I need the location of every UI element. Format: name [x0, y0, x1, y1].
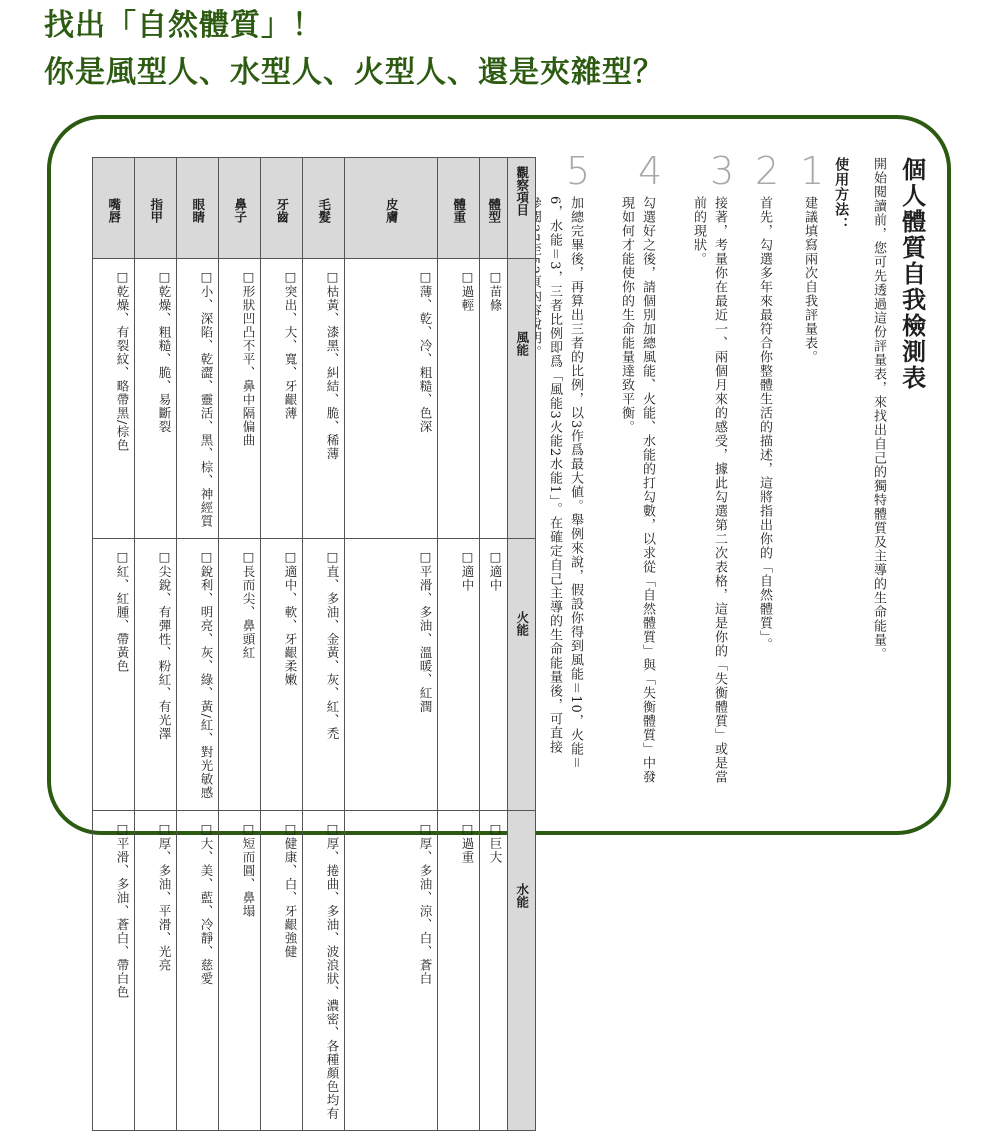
table-cell[interactable] [261, 259, 303, 539]
item-header [177, 158, 219, 259]
checkbox-option: □銳利、明亮、灰、綠、黃/紅、對光敏感 [199, 549, 214, 800]
checkbox-option: □過重 [460, 820, 475, 864]
checkbox-option: □平滑、多油、溫暖、紅潤 [418, 549, 433, 714]
step-4-line: 現如何才能使你的生命能量達致平衡。 [619, 196, 634, 434]
table-cell[interactable] [345, 539, 438, 811]
table-row [93, 539, 536, 811]
item-header [345, 158, 438, 259]
col-header [508, 158, 536, 259]
checkbox-option: □適中、軟、牙齦柔嫩 [283, 549, 298, 687]
col-header-label: 觀察項目 [514, 166, 530, 216]
table-cell[interactable] [219, 810, 261, 1131]
checkbox-option: □乾燥、粗糙、脆、易斷裂 [157, 269, 172, 434]
step-3-line: 前的現狀。 [691, 196, 706, 266]
phase-label: 風能 [514, 331, 530, 356]
table-cell[interactable] [345, 810, 438, 1131]
table-cell[interactable] [261, 539, 303, 811]
table-cell[interactable] [480, 259, 508, 539]
phase-label: 火能 [514, 611, 530, 636]
step-1-text [799, 196, 820, 364]
checkbox-option: □小、深陷、乾澀、靈活、黑、棕、神經質 [199, 269, 214, 528]
header-row [93, 158, 536, 259]
checkbox-option: □苗條 [488, 269, 503, 312]
step-3-line: 接著，考量你在最近一、兩個月來的感受，據此勾選第二次表格，這是你的「失衡體質」或是當 [712, 196, 727, 784]
item-header [303, 158, 345, 259]
checkbox-option: □適中 [488, 549, 503, 592]
step-1-line: 建議填寫兩次自我評量表。 [802, 196, 817, 364]
item-header-label: 鼻子 [232, 198, 248, 223]
table-cell[interactable] [93, 259, 135, 539]
table-cell[interactable] [135, 539, 177, 811]
item-header-label: 牙齒 [274, 198, 290, 223]
usage-label: 使用方法： [833, 157, 850, 232]
checkbox-option: □短而圓、鼻塌 [241, 820, 256, 918]
checkbox-option: □尖銳、有彈性、粉紅、有光澤 [157, 549, 172, 741]
checkbox-option: □長而尖、鼻頭紅 [241, 549, 256, 660]
step-4-line: 勾選好之後，請個別加總風能、火能、水能的打勾數，以求從「自然體質」與「失衡體質」中發 [640, 196, 655, 784]
item-header-label: 嘴唇 [106, 198, 122, 223]
item-header-label: 體型 [486, 198, 502, 223]
table-cell[interactable] [303, 259, 345, 539]
checkbox-option: □紅、紅腫、帶黃色 [115, 549, 130, 673]
table-cell[interactable] [177, 810, 219, 1131]
item-header [219, 158, 261, 259]
checkbox-option: □平滑、多油、蒼白、帶白色 [115, 820, 130, 999]
checkbox-option: □適中 [460, 549, 475, 592]
checkbox-option: □過輕 [460, 269, 475, 312]
item-header [135, 158, 177, 259]
phase-header [508, 539, 536, 811]
table-cell[interactable] [93, 810, 135, 1131]
checkbox-option: □厚、多油、涼、白、蒼白 [418, 820, 433, 986]
table-cell[interactable] [438, 259, 480, 539]
table-cell[interactable] [93, 539, 135, 811]
checkbox-option: □大、美、藍、冷靜、慈愛 [199, 820, 214, 986]
table-cell[interactable] [177, 259, 219, 539]
table-cell[interactable] [480, 539, 508, 811]
table-cell[interactable] [177, 539, 219, 811]
item-header-label: 體重 [451, 198, 467, 223]
checkbox-option: □形狀凹凸不平、鼻中隔偏曲 [241, 269, 256, 447]
table-cell[interactable] [303, 810, 345, 1131]
step-4-text [616, 196, 658, 784]
panel-intro: 開始閱讀前，您可先透過這份評量表，來找出自己的獨特體質及主導的生命能量。 [870, 157, 886, 661]
table-cell[interactable] [219, 539, 261, 811]
checkbox-option: □乾燥、有裂紋、略帶黑/棕色 [115, 269, 130, 453]
item-header [93, 158, 135, 259]
table-cell[interactable] [303, 539, 345, 811]
table-row [93, 259, 536, 539]
self-assessment-table [92, 157, 536, 1131]
item-header-label: 眼睛 [190, 198, 206, 223]
step-2-number: 2 [755, 149, 780, 193]
table-cell[interactable] [438, 539, 480, 811]
step-3-number: 3 [710, 149, 735, 193]
table-cell[interactable] [480, 810, 508, 1131]
table-cell[interactable] [135, 810, 177, 1131]
step-5-line: 加總完畢後，再算出三者的比例，以3作爲最大値。舉例來說，假設你得到風能＝10，火能＝ [568, 196, 583, 770]
headline-line-1: 找出「自然體質」！ [44, 8, 323, 43]
headline-line-2: 你是風型人、水型人、火型人、還是夾雜型？ [44, 55, 664, 90]
table-cell[interactable] [219, 259, 261, 539]
table-cell[interactable] [345, 259, 438, 539]
phase-header [508, 810, 536, 1131]
panel-title: 個人體質自我檢測表 [897, 157, 927, 391]
checkbox-option: □枯黃、漆黑、糾結、脆、稀薄 [325, 269, 340, 461]
checkbox-option: □厚、多油、平滑、光亮 [157, 820, 172, 972]
item-header [261, 158, 303, 259]
step-1-number: 1 [800, 149, 825, 193]
checkbox-option: □健康、白、牙齦強健 [283, 820, 298, 959]
step-4-number: 4 [638, 149, 663, 193]
item-header-label: 指甲 [148, 198, 164, 223]
phase-label: 水能 [514, 882, 530, 908]
checkbox-option: □直、多油、金黃、灰、紅、禿 [325, 549, 340, 741]
checkbox-option: □薄、乾、冷、粗糙、色深 [418, 269, 433, 434]
item-header-label: 毛髮 [316, 198, 332, 223]
step-3-text [688, 196, 730, 784]
item-header [438, 158, 480, 259]
checkbox-option: □突出、大、寬、牙齦薄 [283, 269, 298, 420]
phase-header [508, 259, 536, 539]
table-cell[interactable] [135, 259, 177, 539]
step-5-number: 5 [566, 149, 591, 193]
step-2-text [754, 196, 775, 652]
item-header [480, 158, 508, 259]
item-header-label: 皮膚 [384, 198, 400, 223]
checkbox-option: □巨大 [488, 820, 503, 864]
checkbox-option: □厚、捲曲、多油、波浪狀、濃密、各種顏色均有 [325, 820, 340, 1121]
table-row [93, 810, 536, 1131]
table-cell[interactable] [438, 810, 480, 1131]
table-cell[interactable] [261, 810, 303, 1131]
step-2-line: 首先，勾選多年來最符合你整體生活的描述，這將指出你的「自然體質」。 [757, 196, 772, 652]
step-5-line: 6，水能＝3，三者比例即爲「風能3火能2水能1」。在確定自己主導的生命能量後，可直接 [547, 196, 562, 754]
